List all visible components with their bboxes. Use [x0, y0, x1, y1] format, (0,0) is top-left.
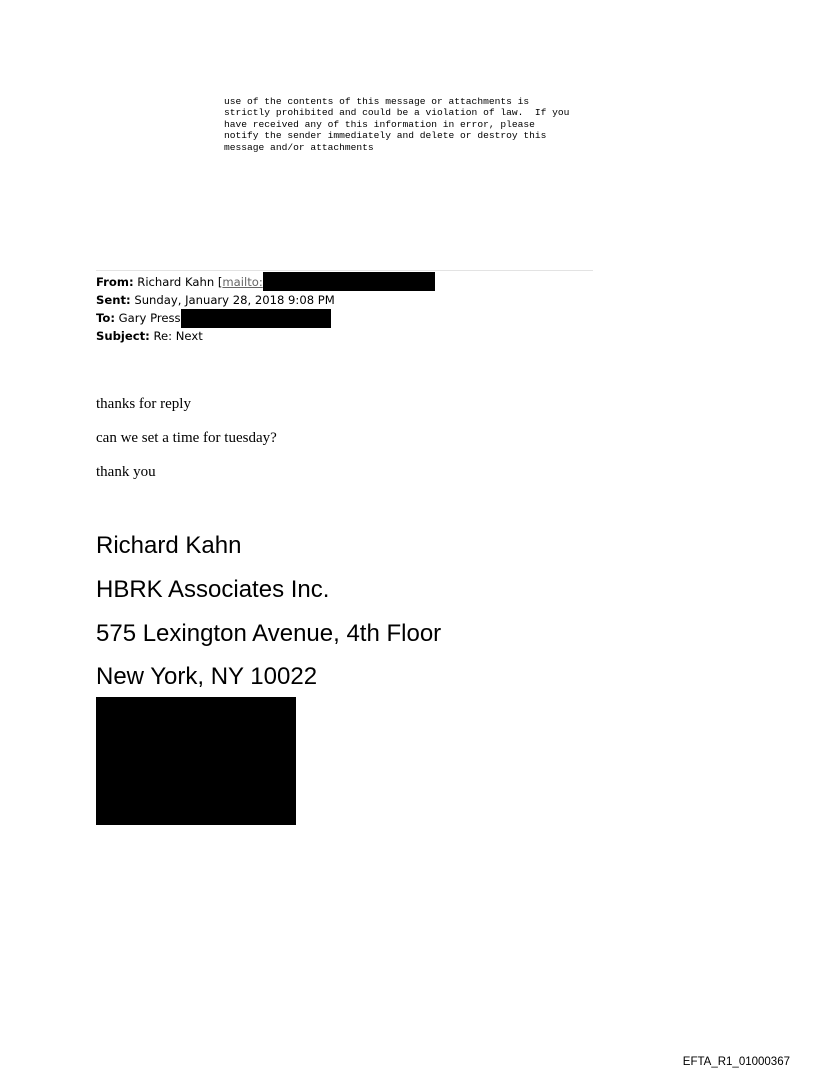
subject-row — [96, 327, 435, 345]
sent-label: Sent: — [96, 293, 131, 307]
redaction-block — [96, 697, 296, 825]
body-line: thank you — [96, 464, 156, 480]
redaction-bar — [263, 272, 435, 291]
sent-value: Sunday, January 28, 2018 9:08 PM — [134, 293, 335, 307]
from-label: From: — [96, 275, 134, 289]
body-line: thanks for reply — [96, 396, 191, 412]
header-divider — [96, 270, 593, 271]
to-value: Gary Press — [118, 311, 181, 325]
subject-label: Subject: — [96, 329, 150, 343]
disclaimer-line: have received any of this information in error, please — [224, 118, 535, 130]
disclaimer-line: notify the sender immediately and delete or destroy this — [224, 130, 547, 142]
signature-address: 575 Lexington Avenue, 4th Floor — [96, 620, 442, 647]
mailto-link[interactable]: mailto: — [222, 275, 263, 289]
from-value: Richard Kahn [ — [137, 275, 223, 289]
disclaimer-line: use of the contents of this message or attachments is — [224, 96, 530, 107]
from-row — [96, 273, 435, 291]
signature-city: New York, NY 10022 — [96, 663, 318, 690]
disclaimer-line: strictly prohibited and could be a violation of law. If you — [224, 107, 570, 119]
signature-company: HBRK Associates Inc. — [96, 576, 330, 603]
sent-row — [96, 291, 435, 309]
redaction-bar — [181, 309, 331, 328]
to-label: To: — [96, 311, 115, 325]
legal-disclaimer — [224, 96, 604, 153]
subject-value: Re: Next — [153, 329, 203, 343]
document-id: EFTA_R1_01000367 — [682, 1056, 790, 1068]
to-row — [96, 309, 435, 327]
body-line: can we set a time for tuesday? — [96, 430, 277, 446]
disclaimer-line: message and/or attachments — [224, 141, 374, 153]
email-header — [96, 273, 435, 345]
signature-name: Richard Kahn — [96, 532, 242, 559]
